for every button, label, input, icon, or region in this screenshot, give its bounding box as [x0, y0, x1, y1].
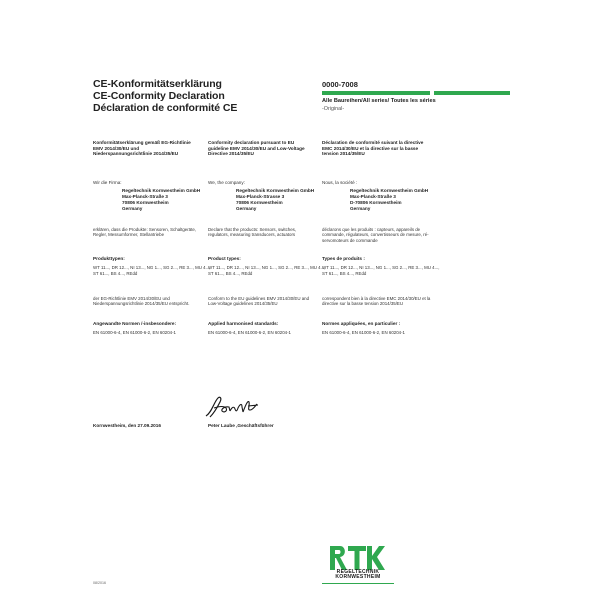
product-types-line2-fr: ST 61..., BS 4..., REdd [322, 271, 367, 276]
conform-de: der EG-Richtlinie EMV 2014/30/EU und Niederspannungsrichtlinie 2014/35/EU entspricht. [93, 296, 190, 307]
title-fr: Déclaration de conformité CE [93, 102, 238, 114]
conform-fr: correspondent bien à la directive EMC 2014/30/EU et la directive sur la basse tension 2014/35/EU [322, 296, 431, 307]
intro-de: Konformitätserklärung gemäß EG-Richtlinie EMV 2014/30/EU und Niederspannungsrichtlinie 2014/35/EU [93, 140, 191, 157]
standards-label-en: Applied harmonised standards: [208, 321, 279, 326]
product-types-label-en: Product types: [208, 256, 241, 261]
intro-en: Conformity declaration pursuant to EU guideline EMV 2014/30/EU and Low-Voltage Directive 2014/35/EU [208, 140, 305, 157]
standards-list-en: EN 61000-6-4, EN 61000-6-2, EN 60204-1 [208, 330, 291, 335]
signer-name: Peter Laube ,Geschäftsführer [208, 423, 274, 428]
accent-bar-left [322, 91, 430, 95]
footer-code: 08/2016 [93, 581, 106, 585]
company-street-en: Max-Planck-Strasse 3 [236, 194, 285, 199]
accent-bar-right [434, 91, 510, 95]
declare-fr: déclarons que les produits : capteurs, appareils de commande, régulateurs, convertisseurs de mesure, ré-servomoteurs de commande [322, 227, 429, 243]
standards-list-de: EN 61000-6-4, EN 61000-6-2, EN 60204-1 [93, 330, 176, 335]
place-date: Kornwestheim, den 27.09.2016 [93, 423, 161, 428]
company-city-fr: D-70806 Kornwestheim [350, 200, 402, 205]
rtk-logo [328, 543, 386, 571]
company-name-en: Regeltechnik Kornwestheim GmbH [236, 188, 315, 193]
title-de: CE-Konformitätserklärung [93, 78, 222, 90]
product-types-label-de: Produkttypen: [93, 256, 125, 261]
product-types-line1-fr: WT 11..., DR 12..., NI 13..., NG 1..., SG 2..., RE 3..., MU 4..., [322, 265, 440, 270]
conform-en: Conform to the EU guidelines EMV 2014/30/EU and Low-Voltage guidelines 2014/35/EU [208, 296, 310, 307]
declare-en: Declare that the products: Sensors, switches, regulators, measuring transducers, actuators [208, 227, 297, 238]
logo-caption [322, 570, 394, 581]
company-city-en: 70806 Kornwestheim [236, 200, 283, 205]
product-types-line2-de: ST 61..., BS 4..., REdd [93, 271, 138, 276]
company-country-en: Germany [236, 206, 257, 211]
intro-fr: Déclaration de conformité suivant la directive EMC 2014/30/EU et la directive sur la basse tension 2014/35/EU [322, 140, 424, 157]
company-label-fr: Nous, la société : [322, 180, 358, 185]
product-types-label-fr: Types de produits : [322, 256, 365, 261]
product-types-line1-de: WT 11..., DR 12..., NI 13..., NG 1..., SG 2..., RE 3..., MU 4..., [93, 265, 211, 270]
company-country-de: Germany [122, 206, 143, 211]
product-types-line2-en: ST 61..., BS 4..., REdd [208, 271, 253, 276]
company-street-de: Max-Planck-Straße 3 [122, 194, 168, 199]
company-street-fr: Max-Planck-Straße 3 [350, 194, 396, 199]
company-label-en: We, the company: [208, 180, 245, 185]
logo-line-1: REGELTECHNIK [336, 569, 380, 575]
logo-underline [322, 583, 394, 584]
handwritten-signature [200, 394, 264, 420]
standards-label-fr: Normes appliquées, en particulier : [322, 321, 401, 326]
company-name-fr: Regeltechnik Kornwestheim GmbH [350, 188, 429, 193]
declare-de: erklären, dass die Produkte: Sensoren, Schaltgeräte, Regler, Messumformer, Stellantriebe [93, 227, 196, 238]
company-city-de: 70806 Kornwestheim [122, 200, 169, 205]
standards-label-de: Angewandte Normen /-insbesondere: [93, 321, 177, 326]
document-number: 0000-7008 [322, 80, 358, 89]
company-label-de: Wir die Firma: [93, 180, 122, 185]
company-name-de: Regeltechnik Kornwestheim GmbH [122, 188, 201, 193]
series-text: Alle Baureihen/All series/ Toutes les séries [322, 98, 436, 104]
company-country-fr: Germany [350, 206, 371, 211]
title-en: CE-Conformity Declaration [93, 90, 225, 102]
original-label: -Original- [322, 106, 345, 112]
standards-list-fr: EN 61000-6-4, EN 61000-6-2, EN 60204-1 [322, 330, 405, 335]
logo-line-2: KORNWESTHEIM [335, 574, 381, 581]
product-types-line1-en: WT 11..., DR 12..., NI 13..., NG 1..., SG 2..., RE 3..., MU 4..., [208, 265, 326, 270]
